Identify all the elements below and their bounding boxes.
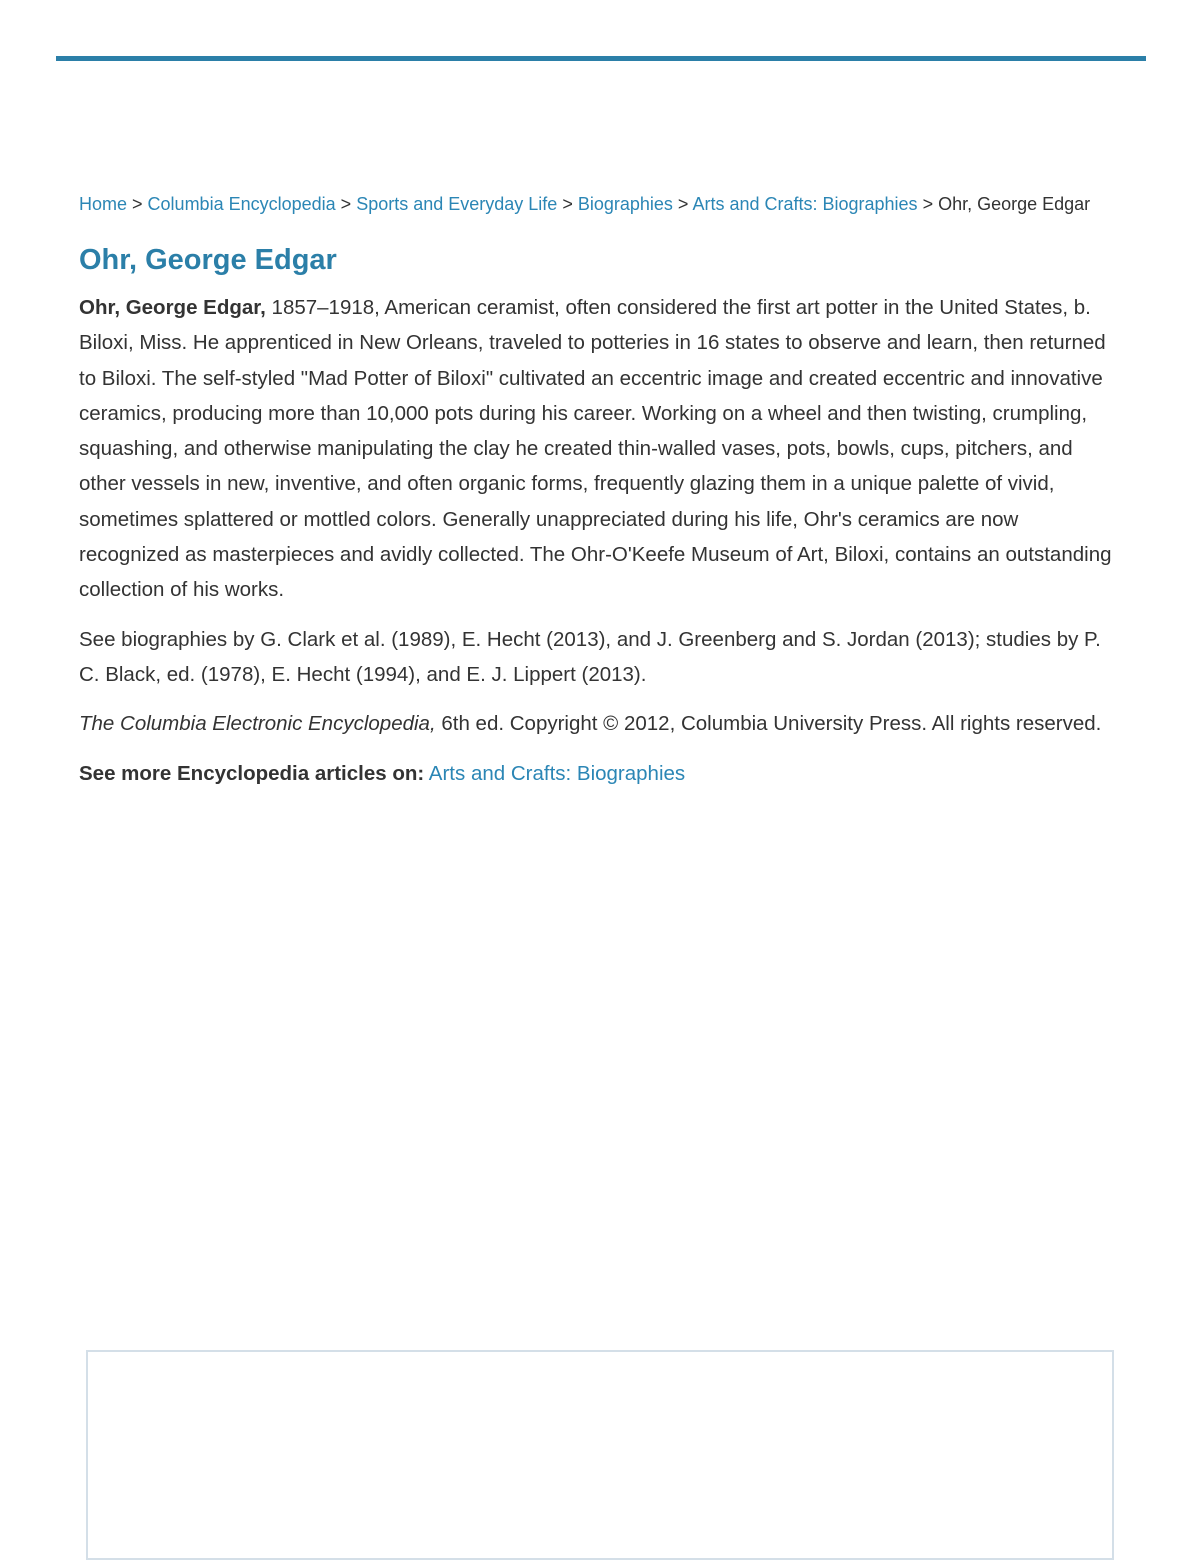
breadcrumb-biographies-link[interactable]: Biographies bbox=[577, 194, 673, 214]
article-body-paragraph bbox=[79, 290, 1119, 608]
breadcrumb-separator: > bbox=[132, 194, 148, 214]
breadcrumb-sports-everyday-life-link[interactable]: Sports and Everyday Life bbox=[356, 194, 558, 214]
copyright-source-title: The Columbia Electronic Encyclopedia, bbox=[79, 712, 436, 736]
breadcrumb-home-link[interactable]: Home bbox=[79, 194, 128, 214]
bottom-empty-panel bbox=[86, 1350, 1114, 1560]
breadcrumb-columbia-encyclopedia-link[interactable]: Columbia Encyclopedia bbox=[147, 194, 336, 214]
breadcrumb bbox=[79, 191, 1119, 218]
page-title: Ohr, George Edgar bbox=[79, 244, 337, 276]
article-lead-term: Ohr, George Edgar, bbox=[79, 296, 266, 319]
breadcrumb-separator: > bbox=[340, 194, 357, 214]
top-accent-rule bbox=[56, 56, 1146, 61]
see-more-section bbox=[79, 756, 1119, 791]
article-content bbox=[79, 191, 1119, 805]
breadcrumb-separator: > bbox=[922, 194, 939, 214]
see-more-label: See more Encyclopedia articles on: bbox=[79, 761, 425, 785]
breadcrumb-arts-crafts-biographies-link[interactable]: Arts and Crafts: Biographies bbox=[692, 194, 918, 214]
article-lead-text: 1857–1918, American ceramist, often considered the first art potter in the United States, b. Biloxi, Miss. He apprenticed in New Orleans, traveled to potteries in 16 states to observe and learn, then returned to Biloxi. The self-styled "Mad Potter of Biloxi" cultivated an eccentric image and created eccentric and innovative ceramics, producing more than 10,000 pots during his career. Working on a wheel and then twisting, crumpling, squashing, and otherwise manipulating the clay he created thin-walled vases, pots, bowls, cups, pitchers, and other vessels in new, inventive, and often organic forms, frequently glazing them in a unique palette of vivid, sometimes splattered or mottled colors. Generally unappreciated during his life, Ohr's ceramics are now recognized as masterpieces and avidly collected. The Ohr-O'Keefe Museum of Art, Biloxi, contains an outstanding collection of his works. bbox=[79, 296, 1112, 602]
bibliography-paragraph: See biographies by G. Clark et al. (1989), E. Hecht (2013), and J. Greenberg and S. Jordan (2013); studies by P. C. Black, ed. (1978), E. Hecht (1994), and E. J. Lippert (2013). bbox=[79, 627, 1101, 686]
breadcrumb-separator: > bbox=[677, 194, 693, 214]
copyright-notice bbox=[79, 706, 1119, 741]
see-more-arts-crafts-link[interactable]: Arts and Crafts: Biographies bbox=[428, 761, 686, 785]
breadcrumb-separator: > bbox=[562, 194, 578, 214]
breadcrumb-current-page: Ohr, George Edgar bbox=[938, 194, 1091, 214]
copyright-text: 6th ed. Copyright © 2012, Columbia University Press. All rights reserved. bbox=[435, 712, 1102, 736]
